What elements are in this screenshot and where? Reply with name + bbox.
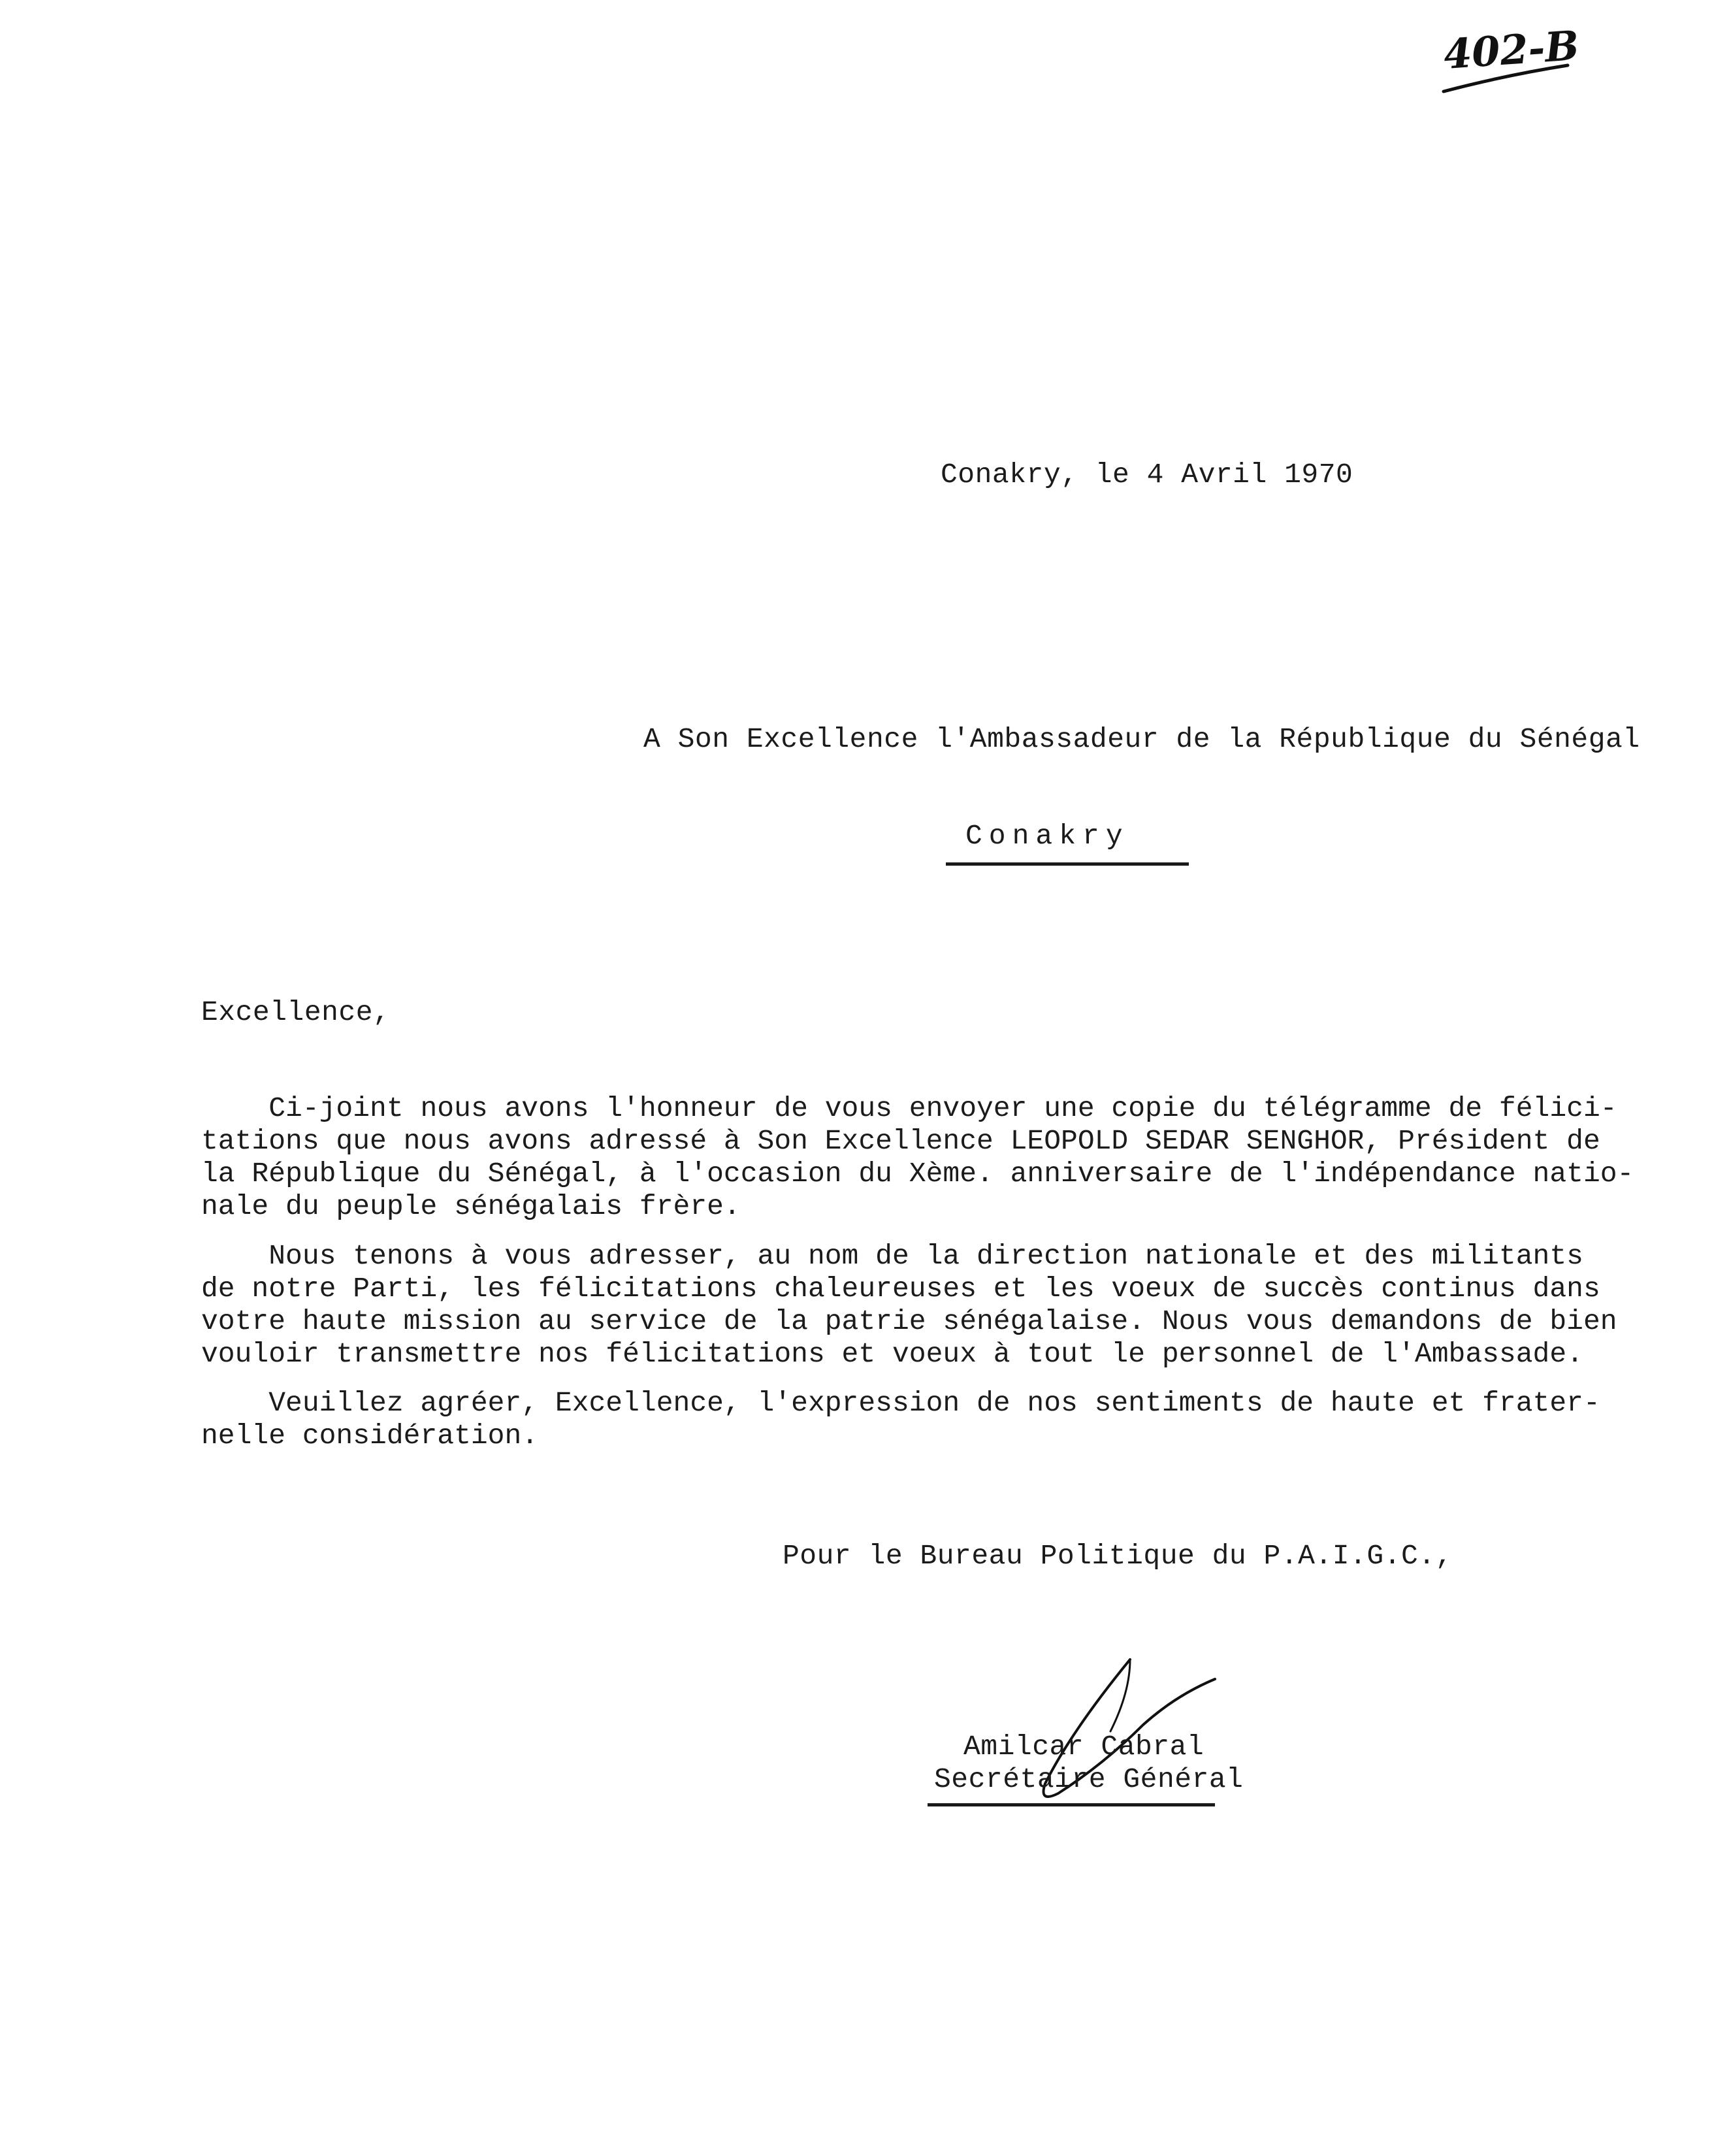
paragraph-line: nelle considération. — [201, 1420, 539, 1452]
recipient-city: Conakry — [965, 820, 1129, 852]
paragraph-2 — [201, 1240, 1617, 1371]
signoff-line: Pour le Bureau Politique du P.A.I.G.C., — [783, 1540, 1453, 1572]
recipient-city-underline — [946, 862, 1189, 866]
paragraph-1 — [201, 1092, 1634, 1223]
paragraph-line: de notre Parti, les félicitations chaleureuses et les voeux de succès continus dans — [201, 1273, 1600, 1305]
recipient-line: A Son Excellence l'Ambassadeur de la République du Sénégal — [643, 723, 1640, 755]
paragraph-line: Veuillez agréer, Excellence, l'expression de nos sentiments de haute et frater- — [201, 1387, 1600, 1419]
paragraph-line: votre haute mission au service de la patrie sénégalaise. Nous vous demandons de bien — [201, 1305, 1617, 1337]
signatory-name: Amilcar Cabral — [963, 1731, 1205, 1763]
paragraph-line: Nous tenons à vous adresser, au nom de la direction nationale et des militants — [201, 1240, 1583, 1272]
salutation: Excellence, — [201, 996, 391, 1028]
archive-reference: 402-B — [1442, 21, 1581, 79]
date-line: Conakry, le 4 Avril 1970 — [941, 459, 1353, 491]
paragraph-line: Ci-joint nous avons l'honneur de vous envoyer une copie du télégramme de félici- — [201, 1092, 1617, 1124]
archive-reference-underline — [1440, 62, 1571, 101]
paragraph-line: la République du Sénégal, à l'occasion du Xème. anniversaire de l'indépendance natio- — [201, 1158, 1634, 1190]
paragraph-line: vouloir transmettre nos félicitations et voeux à tout le personnel de l'Ambassade. — [201, 1338, 1583, 1370]
paragraph-line: tations que nous avons adressé à Son Excellence LEOPOLD SEDAR SENGHOR, Président de — [201, 1125, 1600, 1157]
paragraph-line: nale du peuple sénégalais frère. — [201, 1190, 741, 1222]
paragraph-3 — [201, 1387, 1600, 1452]
signatory-underline — [928, 1803, 1215, 1806]
signatory-title: Secrétaire Général — [934, 1763, 1244, 1795]
